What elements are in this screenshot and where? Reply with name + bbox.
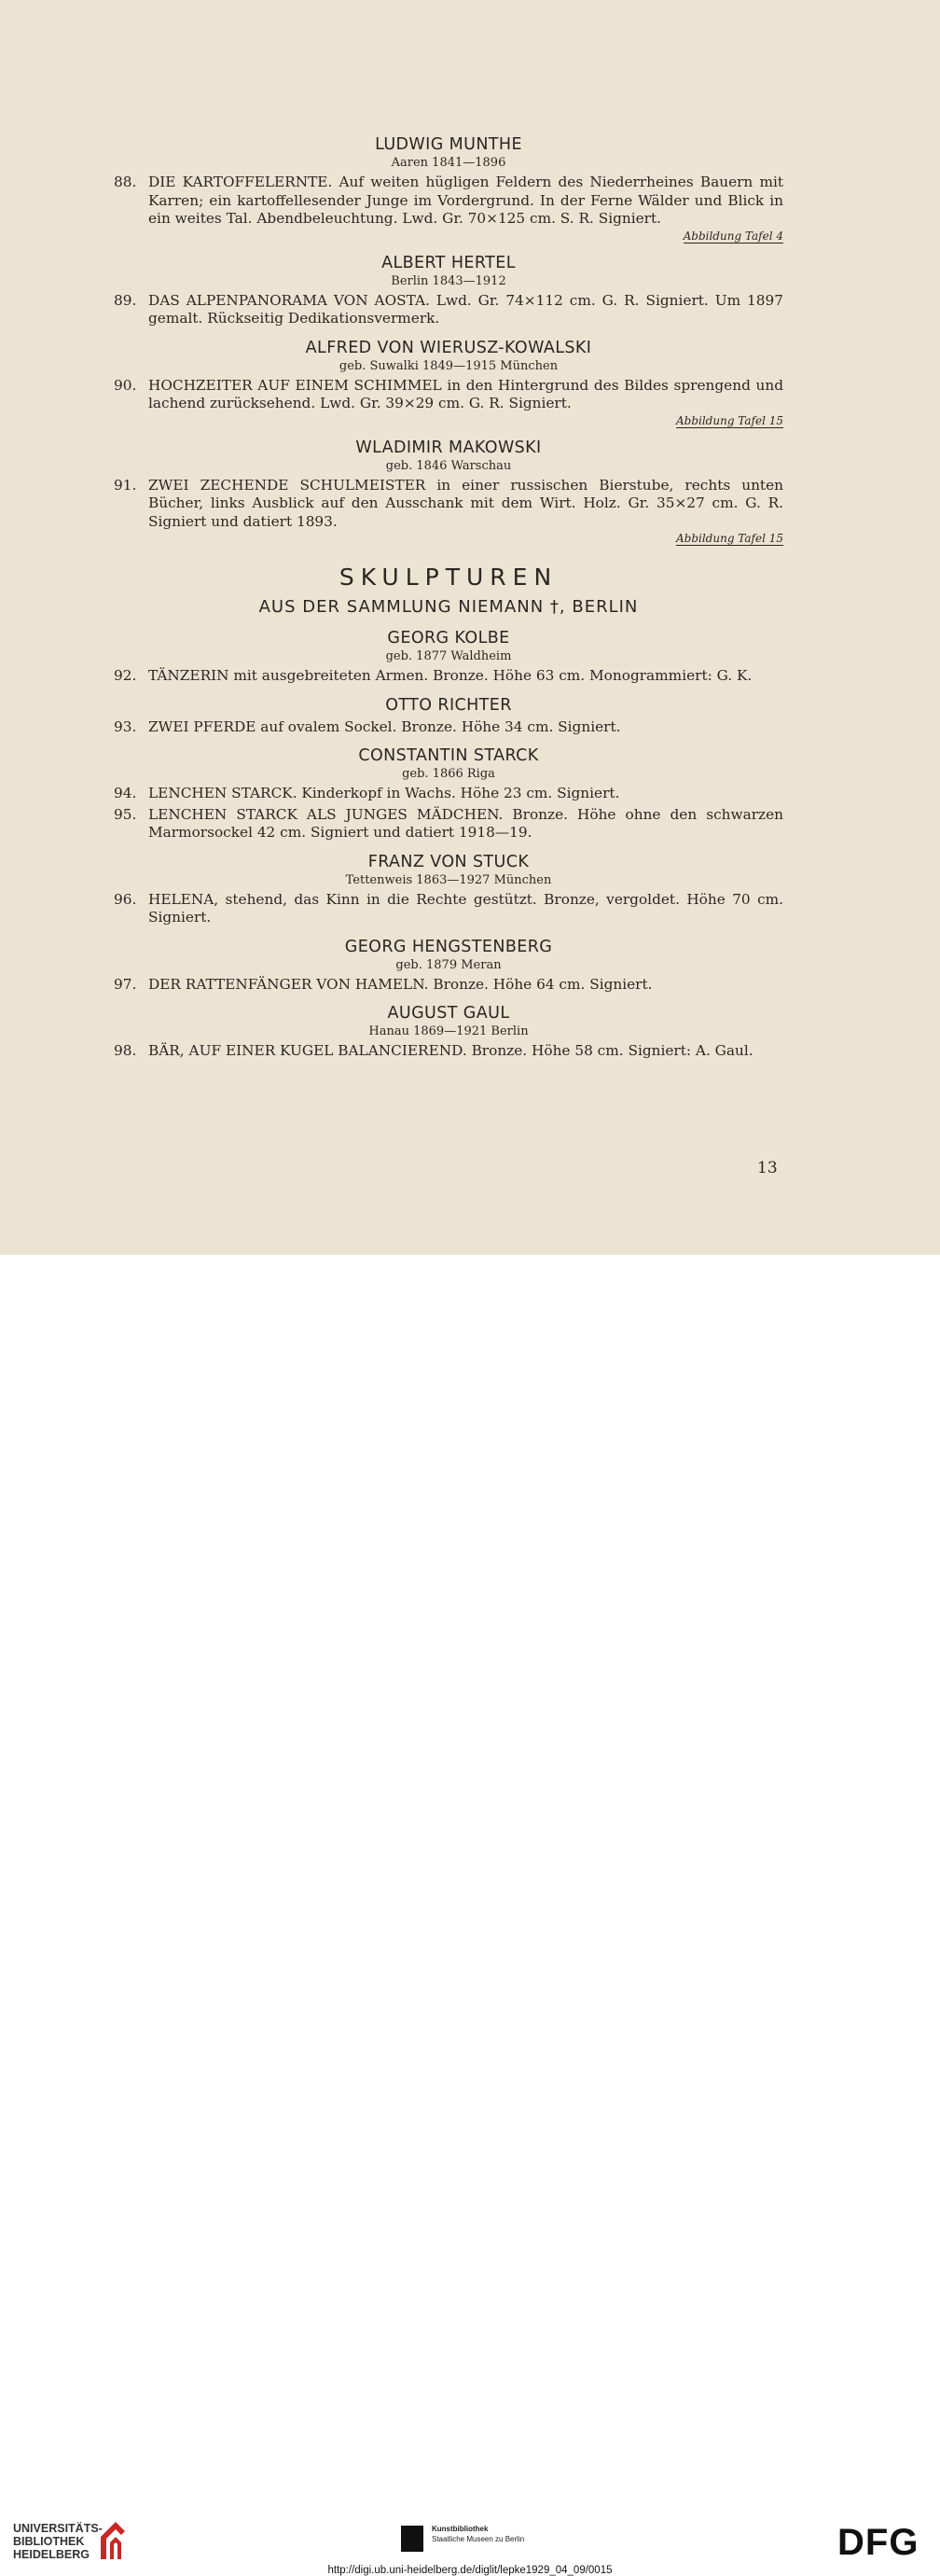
library-line: HEIDELBERG [13, 2548, 90, 2561]
catalog-entry [114, 667, 783, 686]
entry-number: 93. [114, 717, 137, 735]
library-line: UNIVERSITÄTS- [13, 2522, 103, 2535]
artist-name: FRANZ VON STUCK [367, 852, 530, 871]
artist-name: OTTO RICHTER [385, 695, 512, 715]
artist-dates: Aaren 1841—1896 [391, 156, 506, 170]
artist-dates: Hanau 1869—1921 Berlin [368, 1024, 529, 1038]
plate-reference [114, 413, 783, 428]
catalog-entry [114, 976, 783, 995]
artist-name: GEORG HENGSTENBERG [344, 937, 553, 956]
plate-label: Abbildung Tafel 15 [675, 413, 783, 427]
kb-line: Kunstbibliothek [432, 2525, 489, 2533]
permalink-url[interactable]: http://digi.ub.uni-heidelberg.de/diglit/lepke1929_04_09/0015 [327, 2565, 613, 2576]
kunstbibliothek-name [432, 2524, 524, 2544]
plate-label: Abbildung Tafel 4 [683, 229, 783, 243]
entry-number: 95. [114, 805, 137, 823]
entry-text: HELENA, stehend, das Kinn in die Rechte gestützt. Bronze, vergoldet. Höhe 70 cm. Signiert. [148, 890, 783, 926]
artist-dates: geb. 1846 Warschau [385, 458, 512, 473]
entry-text: BÄR, AUF EINER KUGEL BALANCIEREND. Bronze. Höhe 58 cm. Signiert: A. Gaul. [148, 1042, 753, 1059]
entry-number: 98. [114, 1042, 137, 1059]
artist-dates: geb. 1877 Waldheim [385, 649, 512, 663]
footer-bar [0, 1255, 940, 2576]
dfg-logo[interactable]: DFG [837, 2522, 919, 2563]
artist-name: ALBERT HERTEL [381, 253, 516, 272]
university-logo-icon[interactable] [97, 2518, 131, 2563]
catalog-entry [114, 292, 783, 328]
artist-dates: Berlin 1843—1912 [391, 273, 506, 288]
entry-text: TÄNZERIN mit ausgebreiteten Armen. Bronze. Höhe 63 cm. Monogrammiert: G. K. [148, 667, 753, 684]
catalog-entry [114, 377, 783, 413]
section-title: SKULPTUREN [339, 564, 559, 591]
scanned-page [0, 0, 940, 1255]
library-line: BIBLIOTHEK [13, 2535, 85, 2548]
entry-text: DER RATTENFÄNGER VON HAMELN. Bronze. Höhe 64 cm. Signiert. [148, 975, 653, 993]
entry-number: 94. [114, 785, 137, 801]
entry-number: 92. [114, 667, 137, 684]
catalog-entry [114, 806, 783, 842]
catalog-content [114, 134, 783, 1061]
entry-text: HOCHZEITER AUF EINEM SCHIMMEL in den Hintergrund des Bildes sprengend und lachend zurücksehend. Lwd. Gr. 39×29 cm. G. R. Signiert. [148, 376, 783, 411]
artist-dates: Tettenweis 1863—1927 München [345, 872, 552, 887]
entry-number: 88. [114, 174, 137, 190]
entry-text: DAS ALPENPANORAMA VON AOSTA. Lwd. Gr. 74×112 cm. G. R. Signiert. Um 1897 gemalt. Rückseitig Dedikationsvermerk. [148, 291, 783, 327]
entry-text: LENCHEN STARCK ALS JUNGES MÄDCHEN. Bronze. Höhe ohne den schwarzen Marmorsockel 42 cm. Signiert und datiert 1918—19. [148, 805, 783, 841]
entry-number: 97. [114, 975, 137, 993]
catalog-entry [114, 891, 783, 927]
artist-name: CONSTANTIN STARCK [358, 746, 539, 765]
artist-dates: geb. 1866 Riga [402, 767, 495, 781]
plate-reference [114, 531, 783, 546]
catalog-entry [114, 174, 783, 229]
catalog-entry [114, 1042, 783, 1061]
artist-dates: geb. 1879 Meran [395, 957, 502, 972]
entry-text: DIE KARTOFFELERNTE. Auf weiten hügligen Feldern des Niederrheines Bauern mit Karren; ein kartoffellesender Junge im Vordergrund. In der Ferne Wälder und Blick in ein weites Tal. Abendbeleuchtung. Lwd. Gr. 70×125 cm. S. R. Signiert. [148, 174, 783, 227]
catalog-entry [114, 477, 783, 532]
artist-name: LUDWIG MUNTHE [375, 135, 522, 154]
artist-name: WLADIMIR MAKOWSKI [355, 438, 542, 457]
entry-number: 96. [114, 890, 137, 908]
plate-reference [114, 229, 783, 244]
artist-name: GEORG KOLBE [387, 629, 510, 647]
artist-name: AUGUST GAUL [387, 1004, 510, 1023]
section-subtitle: AUS DER SAMMLUNG NIEMANN †, BERLIN [258, 597, 639, 617]
library-name[interactable] [13, 2522, 103, 2561]
catalog-entry [114, 718, 783, 737]
kb-line: Staatliche Museen zu Berlin [432, 2535, 525, 2543]
artist-dates: geb. Suwalki 1849—1915 München [339, 358, 559, 373]
artist-name: ALFRED VON WIERUSZ-KOWALSKI [305, 338, 592, 357]
entry-number: 91. [114, 476, 137, 494]
kunstbibliothek-logo-icon[interactable] [401, 2526, 423, 2552]
entry-number: 90. [114, 376, 137, 394]
catalog-entry [114, 785, 783, 803]
plate-label: Abbildung Tafel 15 [675, 532, 783, 545]
entry-text: ZWEI ZECHENDE SCHULMEISTER in einer russischen Bierstube, rechts unten Bücher, links Ausblick auf den Ausschank mit dem Wirt. Holz. Gr. 35×27 cm. G. R. Signiert und datiert 1893. [148, 476, 783, 530]
entry-text: ZWEI PFERDE auf ovalem Sockel. Bronze. Höhe 34 cm. Signiert. [148, 717, 621, 735]
entry-number: 89. [114, 291, 137, 309]
entry-text: LENCHEN STARCK. Kinderkopf in Wachs. Höhe 23 cm. Signiert. [148, 785, 620, 801]
page-number: 13 [757, 1159, 778, 1177]
